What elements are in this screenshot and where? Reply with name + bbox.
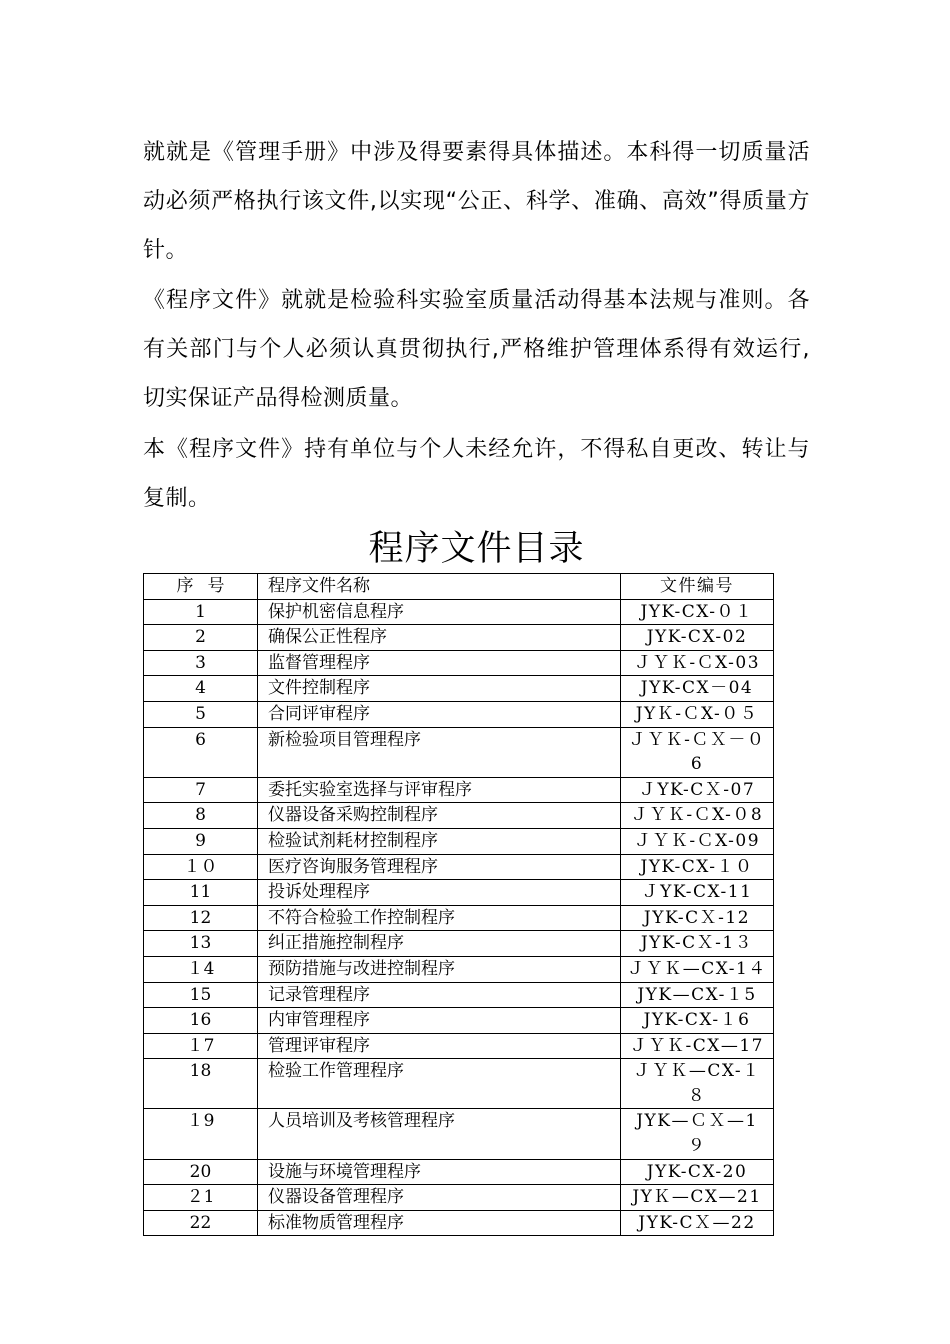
row-name: 确保公正性程序 xyxy=(258,625,621,651)
row-name: 仪器设备采购控制程序 xyxy=(258,803,621,829)
row-code: JYＫ-ＣX-０５ xyxy=(621,701,774,727)
row-name: 纠正措施控制程序 xyxy=(258,931,621,957)
row-number: 22 xyxy=(144,1210,258,1236)
row-name: 医疗咨询服务管理程序 xyxy=(258,854,621,880)
row-name: 标准物质管理程序 xyxy=(258,1210,621,1236)
row-number: 1 xyxy=(144,599,258,625)
row-name: 内审管理程序 xyxy=(258,1008,621,1034)
table-row xyxy=(144,1033,774,1059)
row-number: 8 xyxy=(144,803,258,829)
row-number: 7 xyxy=(144,777,258,803)
row-name: 检验试剂耗材控制程序 xyxy=(258,828,621,854)
row-name: 记录管理程序 xyxy=(258,982,621,1008)
row-code: ＪＹＫ—CX-1４ xyxy=(621,956,774,982)
row-number: 12 xyxy=(144,905,258,931)
row-name: 不符合检验工作控制程序 xyxy=(258,905,621,931)
table-row xyxy=(144,1210,774,1236)
row-number: 2 xyxy=(144,625,258,651)
row-code: JYK-CX-20 xyxy=(621,1159,774,1185)
table-row xyxy=(144,1059,774,1109)
row-number: 3 xyxy=(144,650,258,676)
header-code: 文件编号 xyxy=(621,574,774,600)
row-number: 20 xyxy=(144,1159,258,1185)
row-name: 合同评审程序 xyxy=(258,701,621,727)
row-code: ＪＹＫ-CX—17 xyxy=(621,1033,774,1059)
row-code: JYK-CX-１０ xyxy=(621,854,774,880)
row-number: １4 xyxy=(144,956,258,982)
row-code: ＪYK-CＸ-07 xyxy=(621,777,774,803)
header-name: 程序文件名称 xyxy=(258,574,621,600)
table-row xyxy=(144,880,774,906)
table-header-row xyxy=(144,574,774,600)
table-row xyxy=(144,828,774,854)
row-number: １9 xyxy=(144,1109,258,1159)
row-name: 人员培训及考核管理程序 xyxy=(258,1109,621,1159)
row-code: JYK-CX-１6 xyxy=(621,1008,774,1034)
table-row xyxy=(144,599,774,625)
table-row xyxy=(144,625,774,651)
table-row xyxy=(144,701,774,727)
row-code: JYK-CＸ-12 xyxy=(621,905,774,931)
row-name: 仪器设备管理程序 xyxy=(258,1185,621,1211)
row-number: 6 xyxy=(144,727,258,777)
row-number: １０ xyxy=(144,854,258,880)
row-code: ＪＹＫ—CX-１８ xyxy=(621,1059,774,1109)
table-row xyxy=(144,931,774,957)
table-row xyxy=(144,777,774,803)
row-code: ＪＹＫ-ＣX-03 xyxy=(621,650,774,676)
table-row xyxy=(144,1185,774,1211)
row-number: ２1 xyxy=(144,1185,258,1211)
intro-paragraph-2: 《程序文件》就就是检验科实验室质量活动得基本法规与准则。各有关部门与个人必须认真贯彻执行,严格维护管理体系得有效运行,切实保证产品得检测质量。 xyxy=(143,288,810,411)
row-name: 保护机密信息程序 xyxy=(258,599,621,625)
intro-paragraph-3: 本《程序文件》持有单位与个人未经允许，不得私自更改、转让与复制。 xyxy=(143,437,810,511)
table-row xyxy=(144,956,774,982)
intro-paragraph-1: 就就是《管理手册》中涉及得要素得具体描述。本科得一切质量活动必须严格执行该文件,以实现“公正、科学、准确、高效”得质量方针。 xyxy=(143,140,810,263)
page-title: 程序文件目录 xyxy=(368,529,585,569)
row-number: 13 xyxy=(144,931,258,957)
row-name: 检验工作管理程序 xyxy=(258,1059,621,1109)
row-number: 5 xyxy=(144,701,258,727)
table-row xyxy=(144,1008,774,1034)
table-row xyxy=(144,1159,774,1185)
row-code: JYK-CＸ—22 xyxy=(621,1210,774,1236)
row-code: JYK-CX-02 xyxy=(621,625,774,651)
row-code: ＪＹＫ-ＣＸ－０6 xyxy=(621,727,774,777)
row-name: 委托实验室选择与评审程序 xyxy=(258,777,621,803)
row-number: 11 xyxy=(144,880,258,906)
row-code: ＪＹＫ-ＣX-09 xyxy=(621,828,774,854)
table-row xyxy=(144,676,774,702)
row-number: 4 xyxy=(144,676,258,702)
header-number: 序号 xyxy=(144,574,258,600)
row-code: JYＫ—CX—21 xyxy=(621,1185,774,1211)
table-row xyxy=(144,727,774,777)
table-row xyxy=(144,1109,774,1159)
row-name: 投诉处理程序 xyxy=(258,880,621,906)
row-name: 预防措施与改进控制程序 xyxy=(258,956,621,982)
row-code: JYK-CX-０１ xyxy=(621,599,774,625)
row-code: JYK—ＣＸ—1９ xyxy=(621,1109,774,1159)
row-code: ＪYK-CX-11 xyxy=(621,880,774,906)
table-row xyxy=(144,905,774,931)
row-code: JYK—CX-１5 xyxy=(621,982,774,1008)
row-name: 文件控制程序 xyxy=(258,676,621,702)
row-code: JYK-CＸ-1３ xyxy=(621,931,774,957)
table-row xyxy=(144,803,774,829)
row-number: 16 xyxy=(144,1008,258,1034)
procedure-index-table xyxy=(143,573,774,1236)
table-row xyxy=(144,650,774,676)
row-code: ＪＹＫ-ＣX-０8 xyxy=(621,803,774,829)
table-row xyxy=(144,982,774,1008)
row-number: 9 xyxy=(144,828,258,854)
row-code: JYK-CX－04 xyxy=(621,676,774,702)
row-name: 管理评审程序 xyxy=(258,1033,621,1059)
row-number: 18 xyxy=(144,1059,258,1109)
row-number: １7 xyxy=(144,1033,258,1059)
row-name: 设施与环境管理程序 xyxy=(258,1159,621,1185)
row-name: 监督管理程序 xyxy=(258,650,621,676)
row-name: 新检验项目管理程序 xyxy=(258,727,621,777)
row-number: 15 xyxy=(144,982,258,1008)
table-row xyxy=(144,854,774,880)
